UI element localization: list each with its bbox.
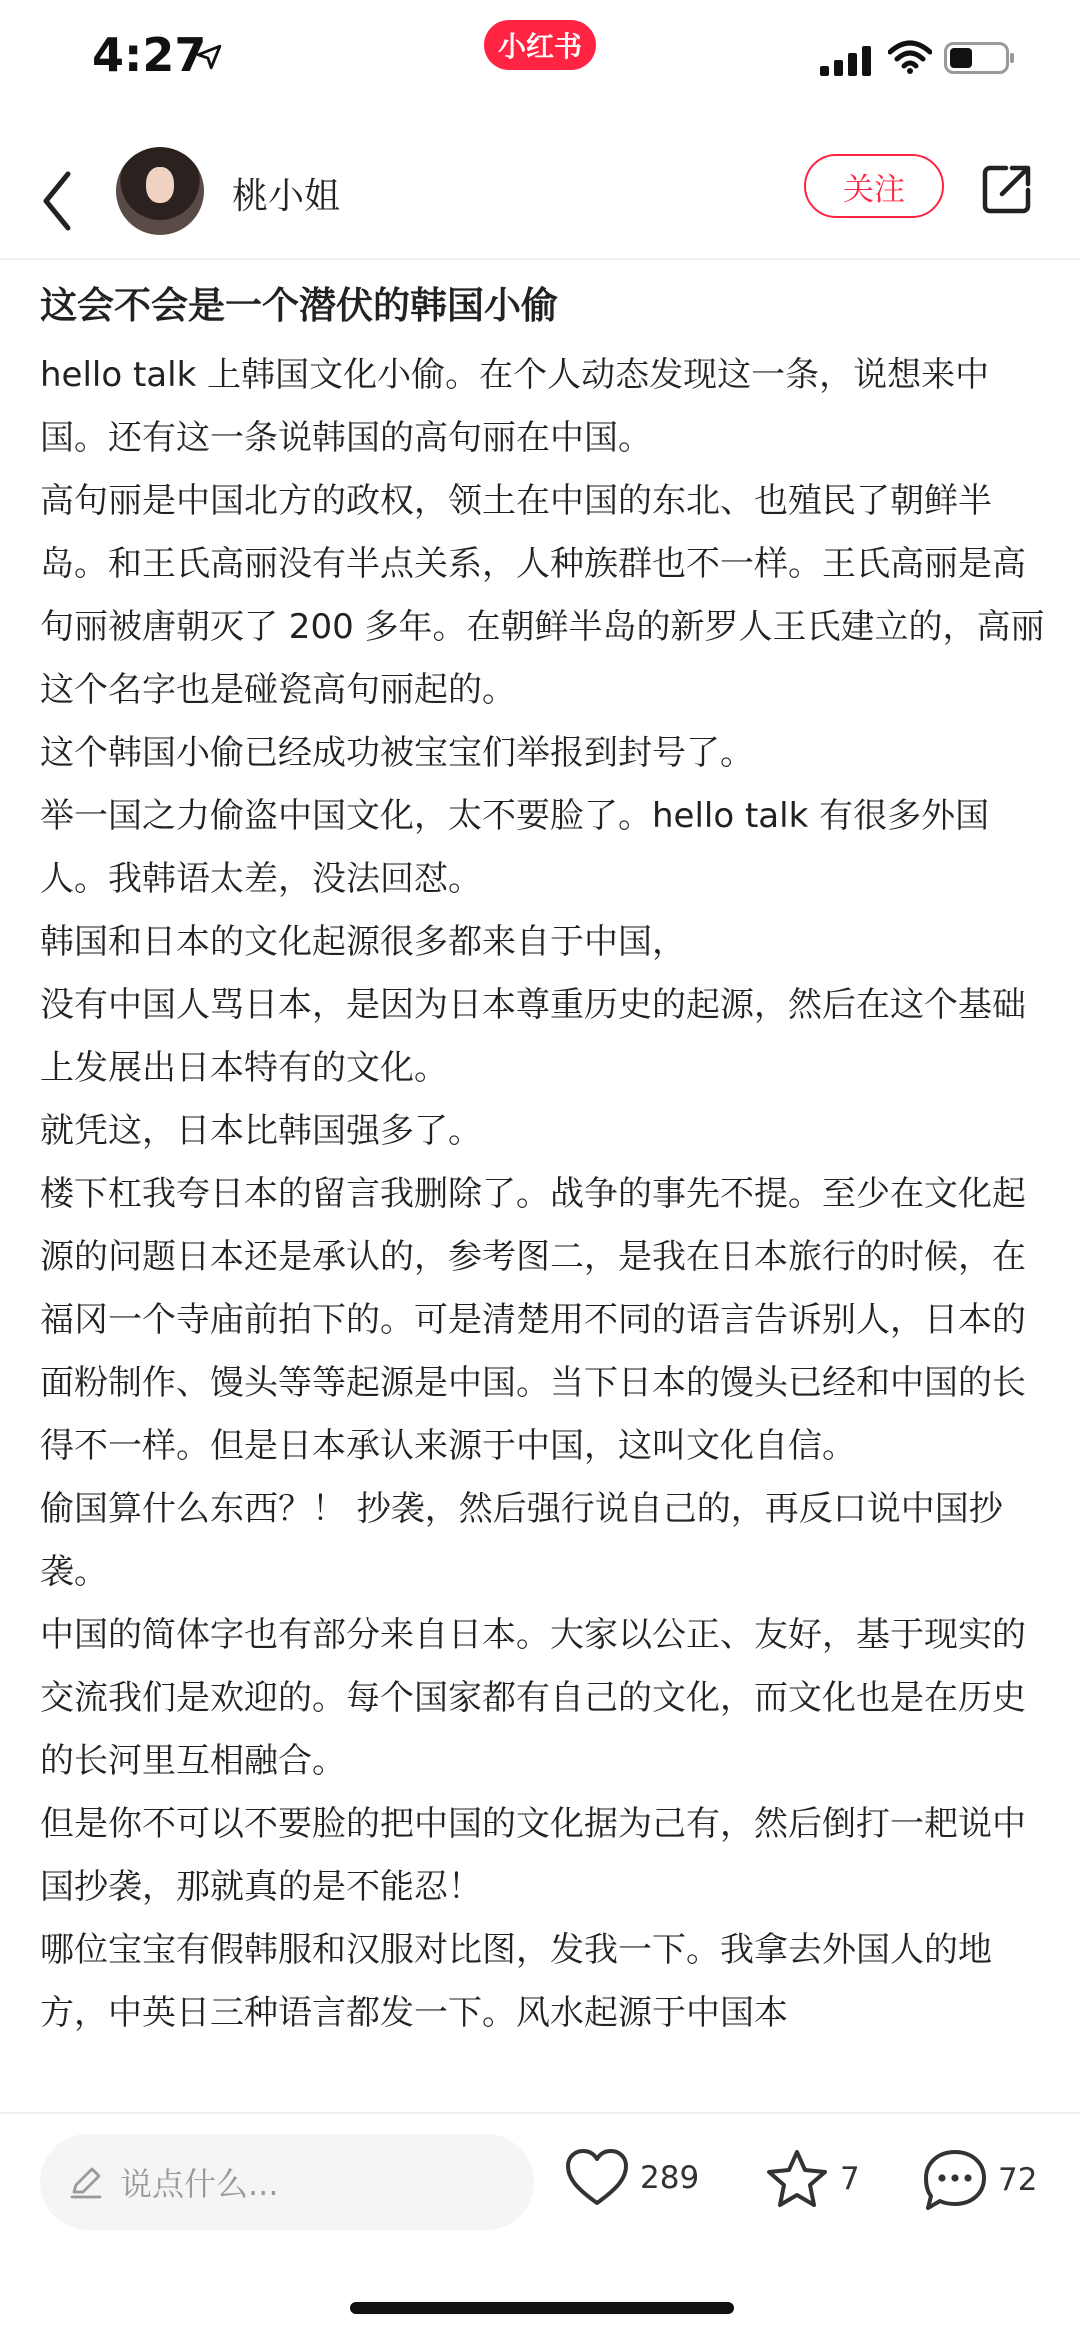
post-paragraph: 就凭这，日本比韩国强多了。 bbox=[40, 1111, 482, 1151]
status-time: 4:27 bbox=[92, 28, 207, 82]
post-title: 这会不会是一个潜伏的韩国小偷 bbox=[40, 284, 558, 327]
comment-button[interactable] bbox=[922, 2148, 1037, 2212]
post-paragraph: 没有中国人骂日本，是因为日本尊重历史的起源，然后在这个基础上发展出日本特有的文化。 bbox=[40, 985, 1026, 1088]
post-paragraph: 楼下杠我夸日本的留言我删除了。战争的事先不提。至少在文化起源的问题日本还是承认的，参考图二，是我在日本旅行的时候，在福冈一个寺庙前拍下的。可是清楚用不同的语言告诉别人，日本的面粉制作、馒头等等起源是中国。当下日本的馒头已经和中国的长得不一样。但是日本承认来源于中国，这叫文化自信。 bbox=[40, 1174, 1026, 1466]
comment-input[interactable] bbox=[40, 2134, 534, 2230]
comment-icon bbox=[922, 2148, 988, 2212]
post-paragraph: 韩国和日本的文化起源很多都来自于中国， bbox=[40, 922, 686, 962]
post-paragraph: 偷国算什么东西？！ 抄袭，然后强行说自己的，再反口说中国抄袭。 bbox=[40, 1489, 1003, 1592]
wifi-icon bbox=[888, 40, 932, 74]
collect-button[interactable] bbox=[764, 2148, 860, 2210]
like-count: 289 bbox=[640, 2160, 700, 2196]
app-badge: 小红书 bbox=[484, 20, 596, 70]
star-count: 7 bbox=[840, 2161, 860, 2197]
nav-header bbox=[0, 140, 1080, 260]
post-content bbox=[40, 276, 1050, 2045]
back-icon[interactable] bbox=[38, 166, 78, 236]
location-arrow-icon bbox=[196, 44, 222, 70]
share-icon[interactable] bbox=[980, 162, 1034, 216]
home-indicator[interactable] bbox=[350, 2302, 734, 2314]
heart-icon bbox=[564, 2148, 630, 2208]
like-button[interactable] bbox=[564, 2148, 699, 2208]
battery-icon bbox=[944, 42, 1016, 74]
avatar-face bbox=[146, 167, 174, 203]
status-bar bbox=[0, 0, 1080, 120]
follow-button[interactable]: 关注 bbox=[804, 154, 944, 218]
post-paragraph: 高句丽是中国北方的政权，领土在中国的东北、也殖民了朝鲜半岛。和王氏高丽没有半点关系，人种族群也不一样。王氏高丽是高句丽被唐朝灭了 200 多年。在朝鲜半岛的新罗人王氏建立的，高丽这个名字也是碰瓷高句丽起的。 bbox=[40, 481, 1045, 710]
comment-count: 72 bbox=[998, 2162, 1038, 2198]
comment-placeholder: 说点什么... bbox=[120, 2165, 279, 2203]
star-icon bbox=[764, 2148, 830, 2210]
post-body bbox=[40, 344, 1050, 2045]
post-paragraph: 但是你不可以不要脸的把中国的文化据为己有，然后倒打一耙说中国抄袭，那就真的是不能忍！ bbox=[40, 1804, 1026, 1907]
header-divider bbox=[0, 258, 1080, 260]
post-paragraph: 这个韩国小偷已经成功被宝宝们举报到封号了。 bbox=[40, 733, 754, 773]
post-paragraph: 哪位宝宝有假韩服和汉服对比图，发我一下。我拿去外国人的地方，中英日三种语言都发一下。风水起源于中国本 bbox=[40, 1930, 992, 2033]
avatar[interactable] bbox=[116, 147, 204, 235]
post-paragraph: 中国的简体字也有部分来自日本。大家以公正、友好，基于现实的交流我们是欢迎的。每个国家都有自己的文化，而文化也是在历史的长河里互相融合。 bbox=[40, 1615, 1026, 1781]
author-name[interactable]: 桃小姐 bbox=[232, 176, 341, 217]
post-paragraph: hello talk 上韩国文化小偷。在个人动态发现这一条，说想来中国。还有这一条说韩国的高句丽在中国。 bbox=[40, 355, 990, 458]
post-paragraph: 举一国之力偷盗中国文化，太不要脸了。hello talk 有很多外国人。我韩语太差，没法回怼。 bbox=[40, 796, 990, 899]
signal-icon bbox=[820, 46, 874, 76]
pencil-icon bbox=[66, 2162, 106, 2202]
